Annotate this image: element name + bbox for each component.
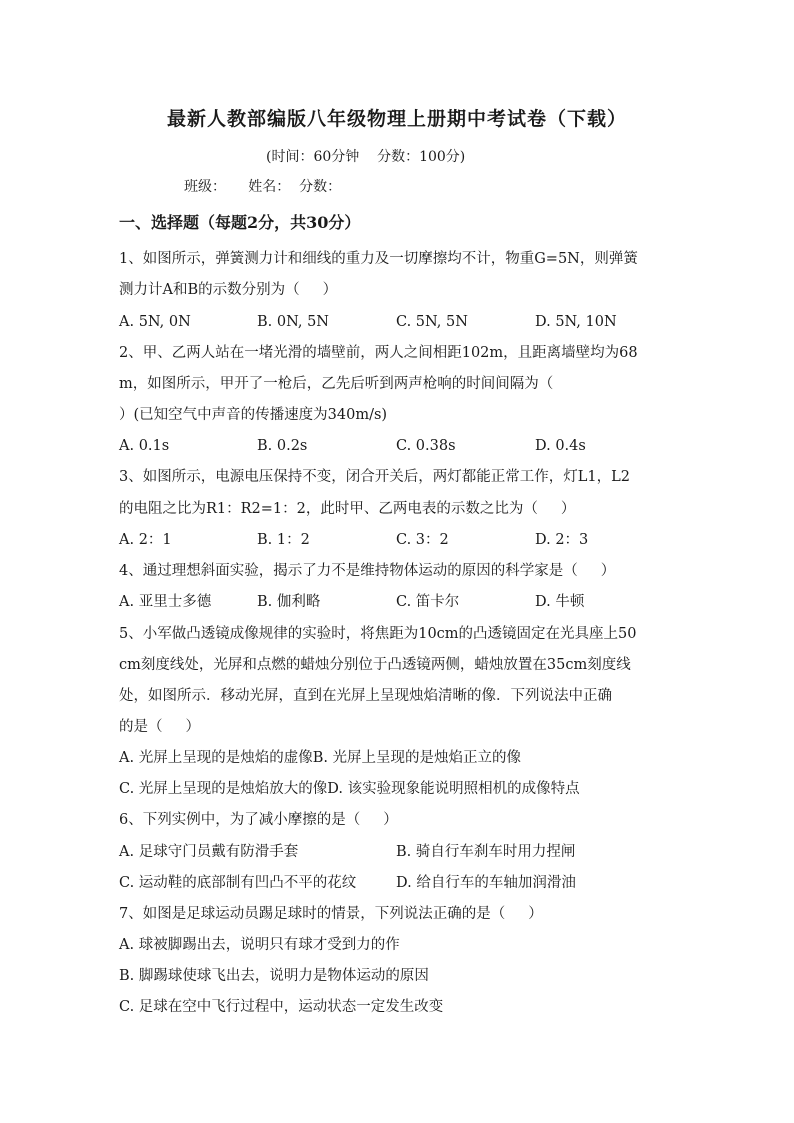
- option-a: A. 5N, 0N: [119, 314, 191, 330]
- option-b: B. 0N, 5N: [257, 314, 329, 330]
- option-b: B. 伽利略: [257, 594, 321, 610]
- option-c: C. 3：2: [396, 532, 449, 548]
- question-6-line-1: 6、下列实例中，为了减小摩擦的是（ ）: [119, 812, 398, 828]
- section-heading: 一、选择题（每题2分，共30分）: [119, 213, 361, 232]
- question-6-options-row-1: [119, 843, 679, 861]
- question-1-options: [119, 313, 679, 331]
- question-4-line-1: 4、通过理想斜面实验，揭示了力不是维持物体运动的原因的科学家是（ ）: [119, 563, 616, 579]
- option-b: B. 1：2: [257, 532, 310, 548]
- option-a: A. 0.1s: [119, 438, 170, 454]
- question-7-option-b: B. 脚踢球使球飞出去，说明力是物体运动的原因: [119, 968, 429, 984]
- question-2-line-1: 2、甲、乙两人站在一堵光滑的墙壁前，两人之间相距102m，且距离墙壁均为68: [119, 345, 638, 361]
- option-c: C. 5N, 5N: [396, 314, 468, 330]
- option-a: A. 足球守门员戴有防滑手套: [119, 844, 299, 860]
- question-2-line-2: m，如图所示，甲开了一枪后，乙先后听到两声枪响的时间间隔为（: [119, 376, 554, 392]
- option-d: D. 2：3: [535, 532, 589, 548]
- option-d: D. 5N, 10N: [535, 314, 617, 330]
- option-d: D. 牛顿: [535, 594, 585, 610]
- exam-time-score: (时间：60分钟 分数：100分): [266, 149, 466, 165]
- option-d: D. 给自行车的车轴加润滑油: [396, 875, 576, 891]
- question-5-line-4: 的是（ ）: [119, 719, 201, 735]
- question-5-option-ab: A. 光屏上呈现的是烛焰的虚像B. 光屏上呈现的是烛焰正立的像: [119, 750, 522, 766]
- question-5-line-1: 5、小军做凸透镜成像规律的实验时，将焦距为10cm的凸透镜固定在光具座上50: [119, 626, 637, 642]
- question-5-option-cd: C. 光屏上呈现的是烛焰放大的像D. 该实验现象能说明照相机的成像特点: [119, 781, 580, 797]
- question-4-options: [119, 593, 679, 611]
- question-3-line-1: 3、如图所示，电源电压保持不变，闭合开关后，两灯都能正常工作，灯L1，L2: [119, 469, 630, 485]
- question-2-line-3: ）(已知空气中声音的传播速度为340m/s): [119, 407, 388, 423]
- question-7-option-a: A. 球被脚踢出去，说明只有球才受到力的作: [119, 937, 400, 953]
- option-d: D. 0.4s: [535, 438, 586, 454]
- question-2-options: [119, 437, 679, 455]
- question-1-line-1: 1、如图所示，弹簧测力计和细线的重力及一切摩擦均不计，物重G=5N，则弹簧: [119, 251, 638, 267]
- student-info-line: 班级： 姓名： 分数：: [184, 179, 342, 195]
- option-c: C. 0.38s: [396, 438, 456, 454]
- question-3-options: [119, 531, 679, 549]
- question-7-option-c: C. 足球在空中飞行过程中，运动状态一定发生改变: [119, 999, 444, 1015]
- option-a: A. 2：1: [119, 532, 172, 548]
- question-5-line-3: 处，如图所示．移动光屏，直到在光屏上呈现烛焰清晰的像．下列说法中正确: [119, 688, 612, 704]
- option-a: A. 亚里士多德: [119, 594, 212, 610]
- option-b: B. 骑自行车刹车时用力捏闸: [396, 844, 576, 860]
- option-c: C. 笛卡尔: [396, 594, 460, 610]
- question-7-line-1: 7、如图是足球运动员踢足球时的情景，下列说法正确的是（ ）: [119, 906, 543, 922]
- question-6-options-row-2: [119, 874, 679, 892]
- question-1-line-2: 测力计A和B的示数分别为（ ）: [119, 282, 338, 298]
- question-5-line-2: cm刻度线处，光屏和点燃的蜡烛分别位于凸透镜两侧，蜡烛放置在35cm刻度线: [119, 657, 631, 673]
- option-c: C. 运动鞋的底部制有凹凸不平的花纹: [119, 875, 357, 891]
- option-b: B. 0.2s: [257, 438, 308, 454]
- page-title: 最新人教部编版八年级物理上册期中考试卷（下载）: [166, 108, 627, 130]
- question-3-line-2: 的电阻之比为R1：R2=1：2，此时甲、乙两电表的示数之比为（ ）: [119, 501, 576, 517]
